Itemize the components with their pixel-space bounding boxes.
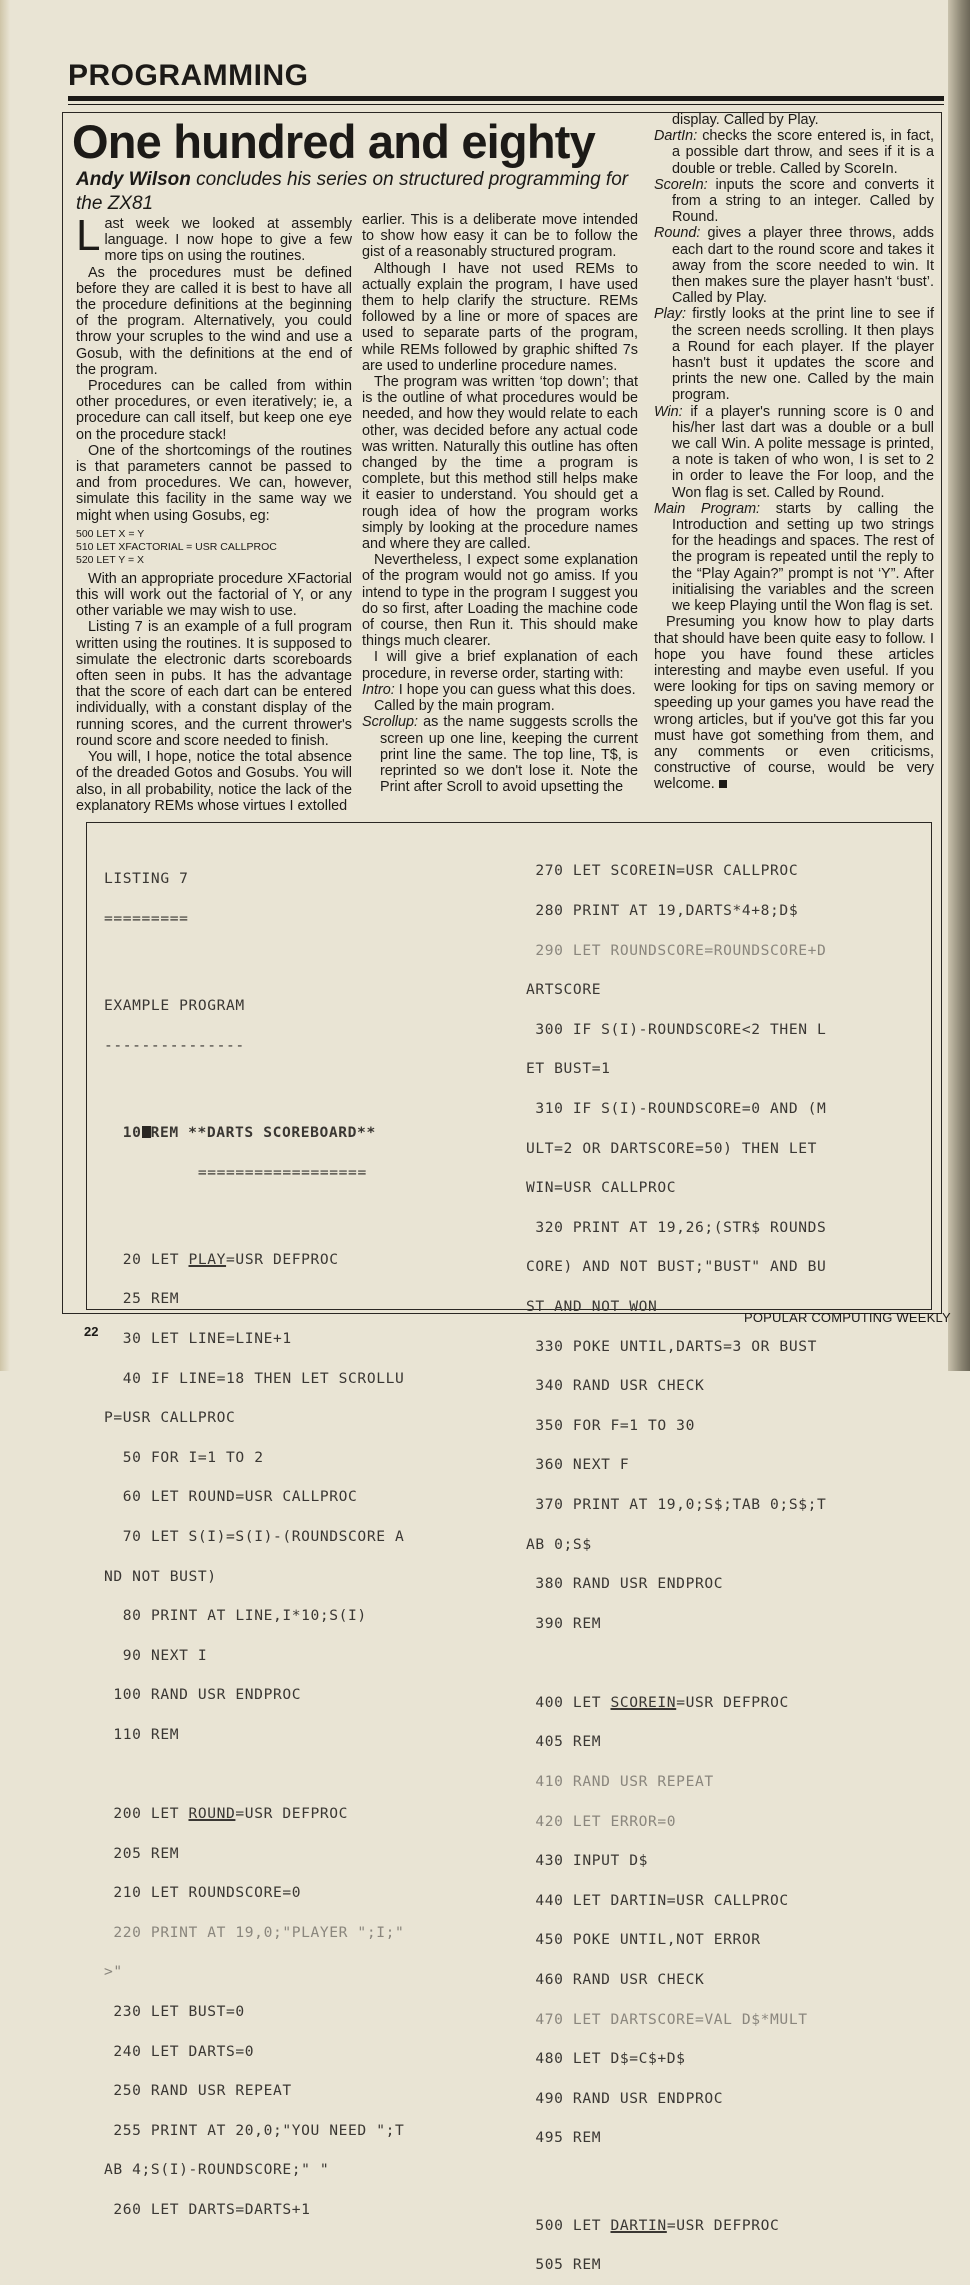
header-rule-thin: [68, 104, 944, 105]
line-text: 400 LET: [535, 1693, 611, 1711]
paragraph: As the procedures must be defined before they are called it is best to have all the procedure definitions at the beginning of the program. Alternatively, you could throw your scruples to the wind and use a Gosub, with the definitions at the end of the program.: [76, 264, 352, 378]
line-text: 390 REM: [535, 1614, 602, 1632]
code-line: [104, 1163, 404, 1181]
code-line: ARTSCORE: [526, 981, 602, 999]
section-title: PROGRAMMING: [68, 59, 309, 92]
line-text: 300 IF S(I)-ROUNDSCORE<2 THEN L: [535, 1020, 827, 1038]
term: Scrollup:: [362, 714, 418, 731]
term: ScoreIn:: [654, 176, 708, 193]
line-text: 405 REM: [535, 1733, 602, 1751]
line-text: =USR DEFPROC: [235, 1805, 349, 1823]
code-line: [526, 2010, 826, 2028]
line-text: 505 REM: [535, 2256, 602, 2274]
paragraph: I will give a brief explanation of each procedure, in reverse order, starting with:: [362, 649, 638, 682]
line-text: 310 IF S(I)-ROUNDSCORE=0 AND (M: [535, 1099, 827, 1117]
paragraph: display. Called by Play.: [672, 112, 819, 128]
line-text: 340 RAND USR CHECK: [535, 1377, 705, 1395]
program-listing-right: [526, 838, 826, 2285]
code-line: [104, 1725, 404, 1743]
paragraph: One of the shortcomings of the routines is that parameters cannot be passed to and from procedures. We can, however, simulate this facility in the same way we might when using Gosubs, eg:: [76, 442, 352, 524]
code-line: [104, 2003, 404, 2021]
code-line: [104, 2082, 404, 2100]
code-line: [526, 1733, 826, 1751]
code-line: [104, 1488, 404, 1506]
code-line: 520 LET Y = X: [76, 553, 145, 566]
listing-subtitle: EXAMPLE PROGRAM: [104, 997, 245, 1015]
line-text: 20 LET: [122, 1250, 189, 1268]
code-line: [104, 2121, 405, 2139]
code-line: [526, 1416, 826, 1434]
listing-subtitle-rule: ---------------: [104, 1036, 245, 1054]
paragraph: The program was written ‘top down’; that is the outline of what procedures would be needed, and how they would relate to each other, was decided before any actual code was written. Naturally this outline has often changed by the time a program is complete, but this method still helps make it easier to understand. You should get a rough idea of how the program works simply by looking at the procedure names and where they are called.: [362, 374, 638, 553]
line-text: =USR DEFPROC: [666, 2216, 780, 2234]
line-text: 25 REM: [122, 1290, 180, 1308]
line-text: 240 LET DARTS=0: [113, 2042, 255, 2060]
definition: as the name suggests scrolls the screen up one line, keeping the current print line the same. The top line, T$, is reprinted so we don't lose it. Note the Print after Scroll to avoid upsetting the: [380, 714, 638, 796]
line-text: 80 PRINT AT LINE,I*10;S(I): [122, 1607, 367, 1625]
code-line: P=USR CALLPROC: [104, 1409, 236, 1427]
procedure-name: ROUND: [188, 1805, 236, 1823]
code-line: [526, 1575, 826, 1593]
closing-paragraph: [654, 614, 934, 792]
code-line: [526, 862, 826, 880]
paragraph-text: ast week we looked at assembly language. I now hope to give a few more tips on using the routines.: [104, 216, 352, 265]
definition: firstly looks at the print line to see if the screen needs scrolling. It then plays a Round for each player. If the player hasn't bust it updates the score and prints the new one. Called by the main program.: [672, 306, 934, 404]
line-text: 420 LET ERROR=0: [535, 1812, 677, 1830]
line-text: 360 NEXT F: [535, 1456, 630, 1474]
code-line: 500 LET X = Y: [76, 527, 145, 540]
code-line: [526, 1020, 827, 1038]
code-line: ST AND NOT WON: [526, 1297, 658, 1315]
line-text: 270 LET SCOREIN=USR CALLPROC: [535, 862, 799, 880]
definition-intro: [362, 682, 638, 698]
line-text: REM **DARTS SCOREBOARD**: [150, 1123, 376, 1141]
line-text: 290 LET ROUNDSCORE=ROUNDSCORE+D: [535, 941, 827, 959]
definition-dartin: [654, 128, 934, 177]
line-text: 330 POKE UNTIL,DARTS=3 OR BUST: [535, 1337, 817, 1355]
page-number: 22: [84, 1324, 99, 1339]
code-line: [526, 1971, 826, 1989]
standfirst-text: concludes his series on structured programming for the ZX81: [76, 169, 629, 214]
code-line: [526, 1931, 826, 1949]
line-text: 90 NEXT I: [122, 1646, 208, 1664]
term: Main Program:: [654, 500, 761, 517]
paragraph: Listing 7 is an example of a full program written using the routines. It is supposed to simulate the electronic darts scoreboards often seen in pubs. It has the advantage that the score of each dart can be entered individually, with a constant display of the running scores, and the current thrower's round score and score needed to finish.: [76, 619, 352, 749]
code-line: [526, 2050, 826, 2068]
line-text: 110 REM: [113, 1725, 180, 1743]
article-column-1: [76, 211, 352, 814]
definition-scrollup: [362, 714, 638, 795]
line-text: 205 REM: [113, 1844, 180, 1862]
code-line: [526, 1812, 826, 1830]
line-text: 260 LET DARTS=DARTS+1: [113, 2201, 311, 2218]
code-line: [526, 2256, 826, 2274]
paragraph: Called by the main program.: [374, 698, 555, 715]
line-text: 495 REM: [535, 2129, 602, 2147]
code-line: [104, 1844, 404, 1862]
definition: checks the score entered is, in fact, a possible dart throw, and sees if it is a double or treble. Called by ScoreIn.: [672, 128, 934, 177]
line-text: 480 LET D$=C$+D$: [535, 2050, 686, 2068]
term: Win:: [654, 403, 683, 420]
line-text: 70 LET S(I)=S(I)-(ROUNDSCORE A: [122, 1527, 405, 1545]
drop-cap: L: [76, 211, 101, 260]
code-line: [526, 1614, 826, 1632]
definition: inputs the score and converts it from a string to an integer. Called by Round.: [672, 176, 934, 226]
line-text: 50 FOR I=1 TO 2: [122, 1448, 264, 1466]
line-text: 470 LET DARTSCORE=VAL D$*MULT: [535, 2010, 808, 2028]
procedure-name: DARTIN: [610, 2216, 667, 2234]
code-line: ULT=2 OR DARTSCORE=50) THEN LET: [526, 1139, 817, 1157]
page-edge: [0, 0, 10, 1371]
paragraph: Procedures can be called from within other procedures, or even iteratively; ie, a procedure can call itself, but keep one eye on the procedure stack!: [76, 378, 352, 443]
term: Round:: [654, 225, 701, 242]
definition: if a player's running score is 0 and his/her last dart was a double or a bull we call Win. A polite message is printed, a note is taken of who won, I is set to 2 in order to leave the For loop, and the Won flag is set. Called by Round.: [672, 403, 934, 501]
end-mark: [719, 780, 727, 788]
definition-main-program: [654, 501, 934, 614]
code-line: [526, 1377, 826, 1395]
procedure-name: PLAY: [188, 1250, 227, 1268]
code-line: [104, 1329, 404, 1347]
code-line: WIN=USR CALLPROC: [526, 1179, 677, 1197]
code-line: ET BUST=1: [526, 1060, 611, 1078]
line-text: 460 RAND USR CHECK: [535, 1971, 705, 1989]
line-text: 320 PRINT AT 19,26;(STR$ ROUNDS: [535, 1218, 827, 1236]
code-line: [104, 1805, 404, 1823]
paragraph: Nevertheless, I expect some explanation of the program would not go amiss. If you intend to type in the program I suggest you do so first, after Loading the machine code of course, then Run it. This should make things much clearer.: [362, 552, 638, 650]
code-line: [104, 1607, 404, 1625]
article-headline: One hundred and eighty: [72, 115, 595, 168]
line-text: 370 PRINT AT 19,0;S$;TAB 0;S$;T: [535, 1495, 827, 1513]
code-line: [104, 1527, 405, 1545]
line-text: 440 LET DARTIN=USR CALLPROC: [535, 1891, 789, 1909]
line-text: 210 LET ROUNDSCORE=0: [113, 1884, 302, 1902]
section-header: [68, 58, 944, 94]
definition: gives a player three throws, adds each dart to the round score and takes it away from the score needed to win. It then makes sure the player hasn't ‘bust’. Called by Play.: [672, 225, 934, 307]
line-text: 60 LET ROUND=USR CALLPROC: [122, 1488, 358, 1506]
line-text: 280 PRINT AT 19,DARTS*4+8;D$: [535, 902, 799, 919]
code-line: [526, 2089, 826, 2107]
code-line: [526, 1891, 826, 1909]
line-text: =USR DEFPROC: [226, 1250, 339, 1268]
line-text: 40 IF LINE=18 THEN LET SCROLLU: [122, 1369, 405, 1387]
paragraph: [76, 211, 352, 265]
magazine-name: POPULAR COMPUTING WEEKLY: [744, 1310, 951, 1325]
line-text: 255 PRINT AT 20,0;"YOU NEED ";T: [113, 2121, 405, 2139]
line-text: 500 LET: [535, 2216, 611, 2234]
code-line: [104, 1646, 404, 1664]
code-line: [526, 941, 827, 959]
code-line: [104, 1686, 404, 1704]
line-text: ==================: [197, 1163, 367, 1181]
line-text: 490 RAND USR ENDPROC: [535, 2089, 724, 2107]
code-line: [526, 904, 826, 917]
line-text: 230 LET BUST=0: [113, 2003, 245, 2021]
paragraph: You will, I hope, notice the total absence of the dreaded Gotos and Gosubs. You will also, in all probability, notice the lack of the explanatory REMs whose virtues I extolled: [76, 749, 352, 814]
code-line: AB 0;S$: [526, 1535, 592, 1553]
definition-win: [654, 404, 934, 501]
definition-scorein: [654, 177, 934, 226]
line-text: 350 FOR F=1 TO 30: [535, 1416, 695, 1434]
line-text: 430 INPUT D$: [535, 1852, 649, 1870]
program-listing-left: [104, 846, 404, 2229]
line-text: 450 POKE UNTIL,NOT ERROR: [535, 1931, 761, 1949]
code-line: [104, 1923, 405, 1941]
code-line: [526, 1773, 826, 1791]
code-line: [104, 2042, 404, 2060]
line-text: 220 PRINT AT 19,0;"PLAYER ";I;": [113, 1923, 405, 1941]
code-line: [104, 1290, 404, 1308]
procedure-name: SCOREIN: [610, 1693, 677, 1711]
code-line: [104, 1884, 404, 1902]
line-text: 100 RAND USR ENDPROC: [113, 1686, 302, 1704]
code-line: [104, 1250, 404, 1268]
code-line: [526, 2216, 826, 2234]
code-line: [526, 2129, 826, 2147]
code-line: [526, 1218, 827, 1236]
inline-code: [76, 528, 352, 567]
listing-title-rule: =========: [104, 910, 189, 927]
paragraph-text: Presuming you know how to play darts that should have been quite easy to follow. I hope you have found these articles interesting and maybe even useful. If you were looking for tips on saving memory or speeding up your games you have read the wrong articles, but if you've got this far you must have got something from them, and any comments or even criticisms, constructive of course, would be very welcome.: [654, 614, 934, 793]
standfirst: [76, 168, 636, 216]
code-line: [526, 1337, 826, 1355]
code-line: CORE) AND NOT BUST;"BUST" AND BU: [526, 1258, 827, 1276]
code-line: [526, 1852, 826, 1870]
line-text: 30 LET LINE=LINE+1: [122, 1329, 292, 1347]
line-text: =USR DEFPROC: [676, 1693, 789, 1711]
article-column-2: [362, 212, 638, 795]
code-line: ND NOT BUST): [104, 1567, 217, 1585]
code-line: AB 4;S(I)-ROUNDSCORE;" ": [104, 2161, 330, 2179]
term: Play:: [654, 306, 686, 323]
cursor-block: [142, 1126, 151, 1138]
code-line: [104, 1123, 404, 1141]
definition-play: [654, 306, 934, 403]
code-line: [526, 1099, 827, 1117]
paragraph: Although I have not used REMs to actually explain the program, I have used them to help clarify the structure. REMs followed by a line or more of spaces are used to separate parts of the program, while REMs followed by graphic shifted 7s are used to underline procedure names.: [362, 260, 638, 374]
term: DartIn:: [654, 128, 698, 145]
header-rule: [68, 96, 944, 101]
code-line: [104, 1448, 404, 1466]
magazine-spine: [948, 0, 970, 1371]
article-column-3: [654, 112, 934, 793]
definition: starts by calling the Introduction and setting up two strings for the headings and spaces. The rest of the program is repeated until the reply to the “Play Again?” prompt is not ‘Y”. After initialising the variables and the screen we keep Playing until the Won flag is set.: [672, 500, 934, 615]
listing-title: LISTING 7: [104, 870, 189, 888]
line-text: 200 LET: [113, 1805, 189, 1823]
author-name: Andy Wilson: [76, 169, 191, 190]
line-number: 10: [122, 1123, 142, 1141]
code-line: [526, 1693, 826, 1711]
paragraph: With an appropriate procedure XFactorial this will work out the factorial of Y, or any other variable we may wish to use.: [76, 570, 352, 620]
paragraph: earlier. This is a deliberate move intended to show how easy it can be to follow the gist of a reasonably structured program.: [362, 212, 638, 261]
code-line: 510 LET XFACTORIAL = USR CALLPROC: [76, 540, 277, 553]
line-text: 250 RAND USR REPEAT: [113, 2082, 292, 2100]
code-line: [526, 1495, 827, 1513]
code-line: [526, 1456, 826, 1474]
code-line: [104, 2203, 404, 2216]
line-text: 380 RAND USR ENDPROC: [535, 1575, 724, 1593]
definition: I hope you can guess what this does.: [394, 681, 636, 698]
code-line: [104, 1369, 405, 1387]
term: Intro:: [362, 681, 395, 698]
line-text: 410 RAND USR REPEAT: [535, 1773, 714, 1791]
definition-round: [654, 225, 934, 306]
code-line: >": [104, 1963, 123, 1981]
